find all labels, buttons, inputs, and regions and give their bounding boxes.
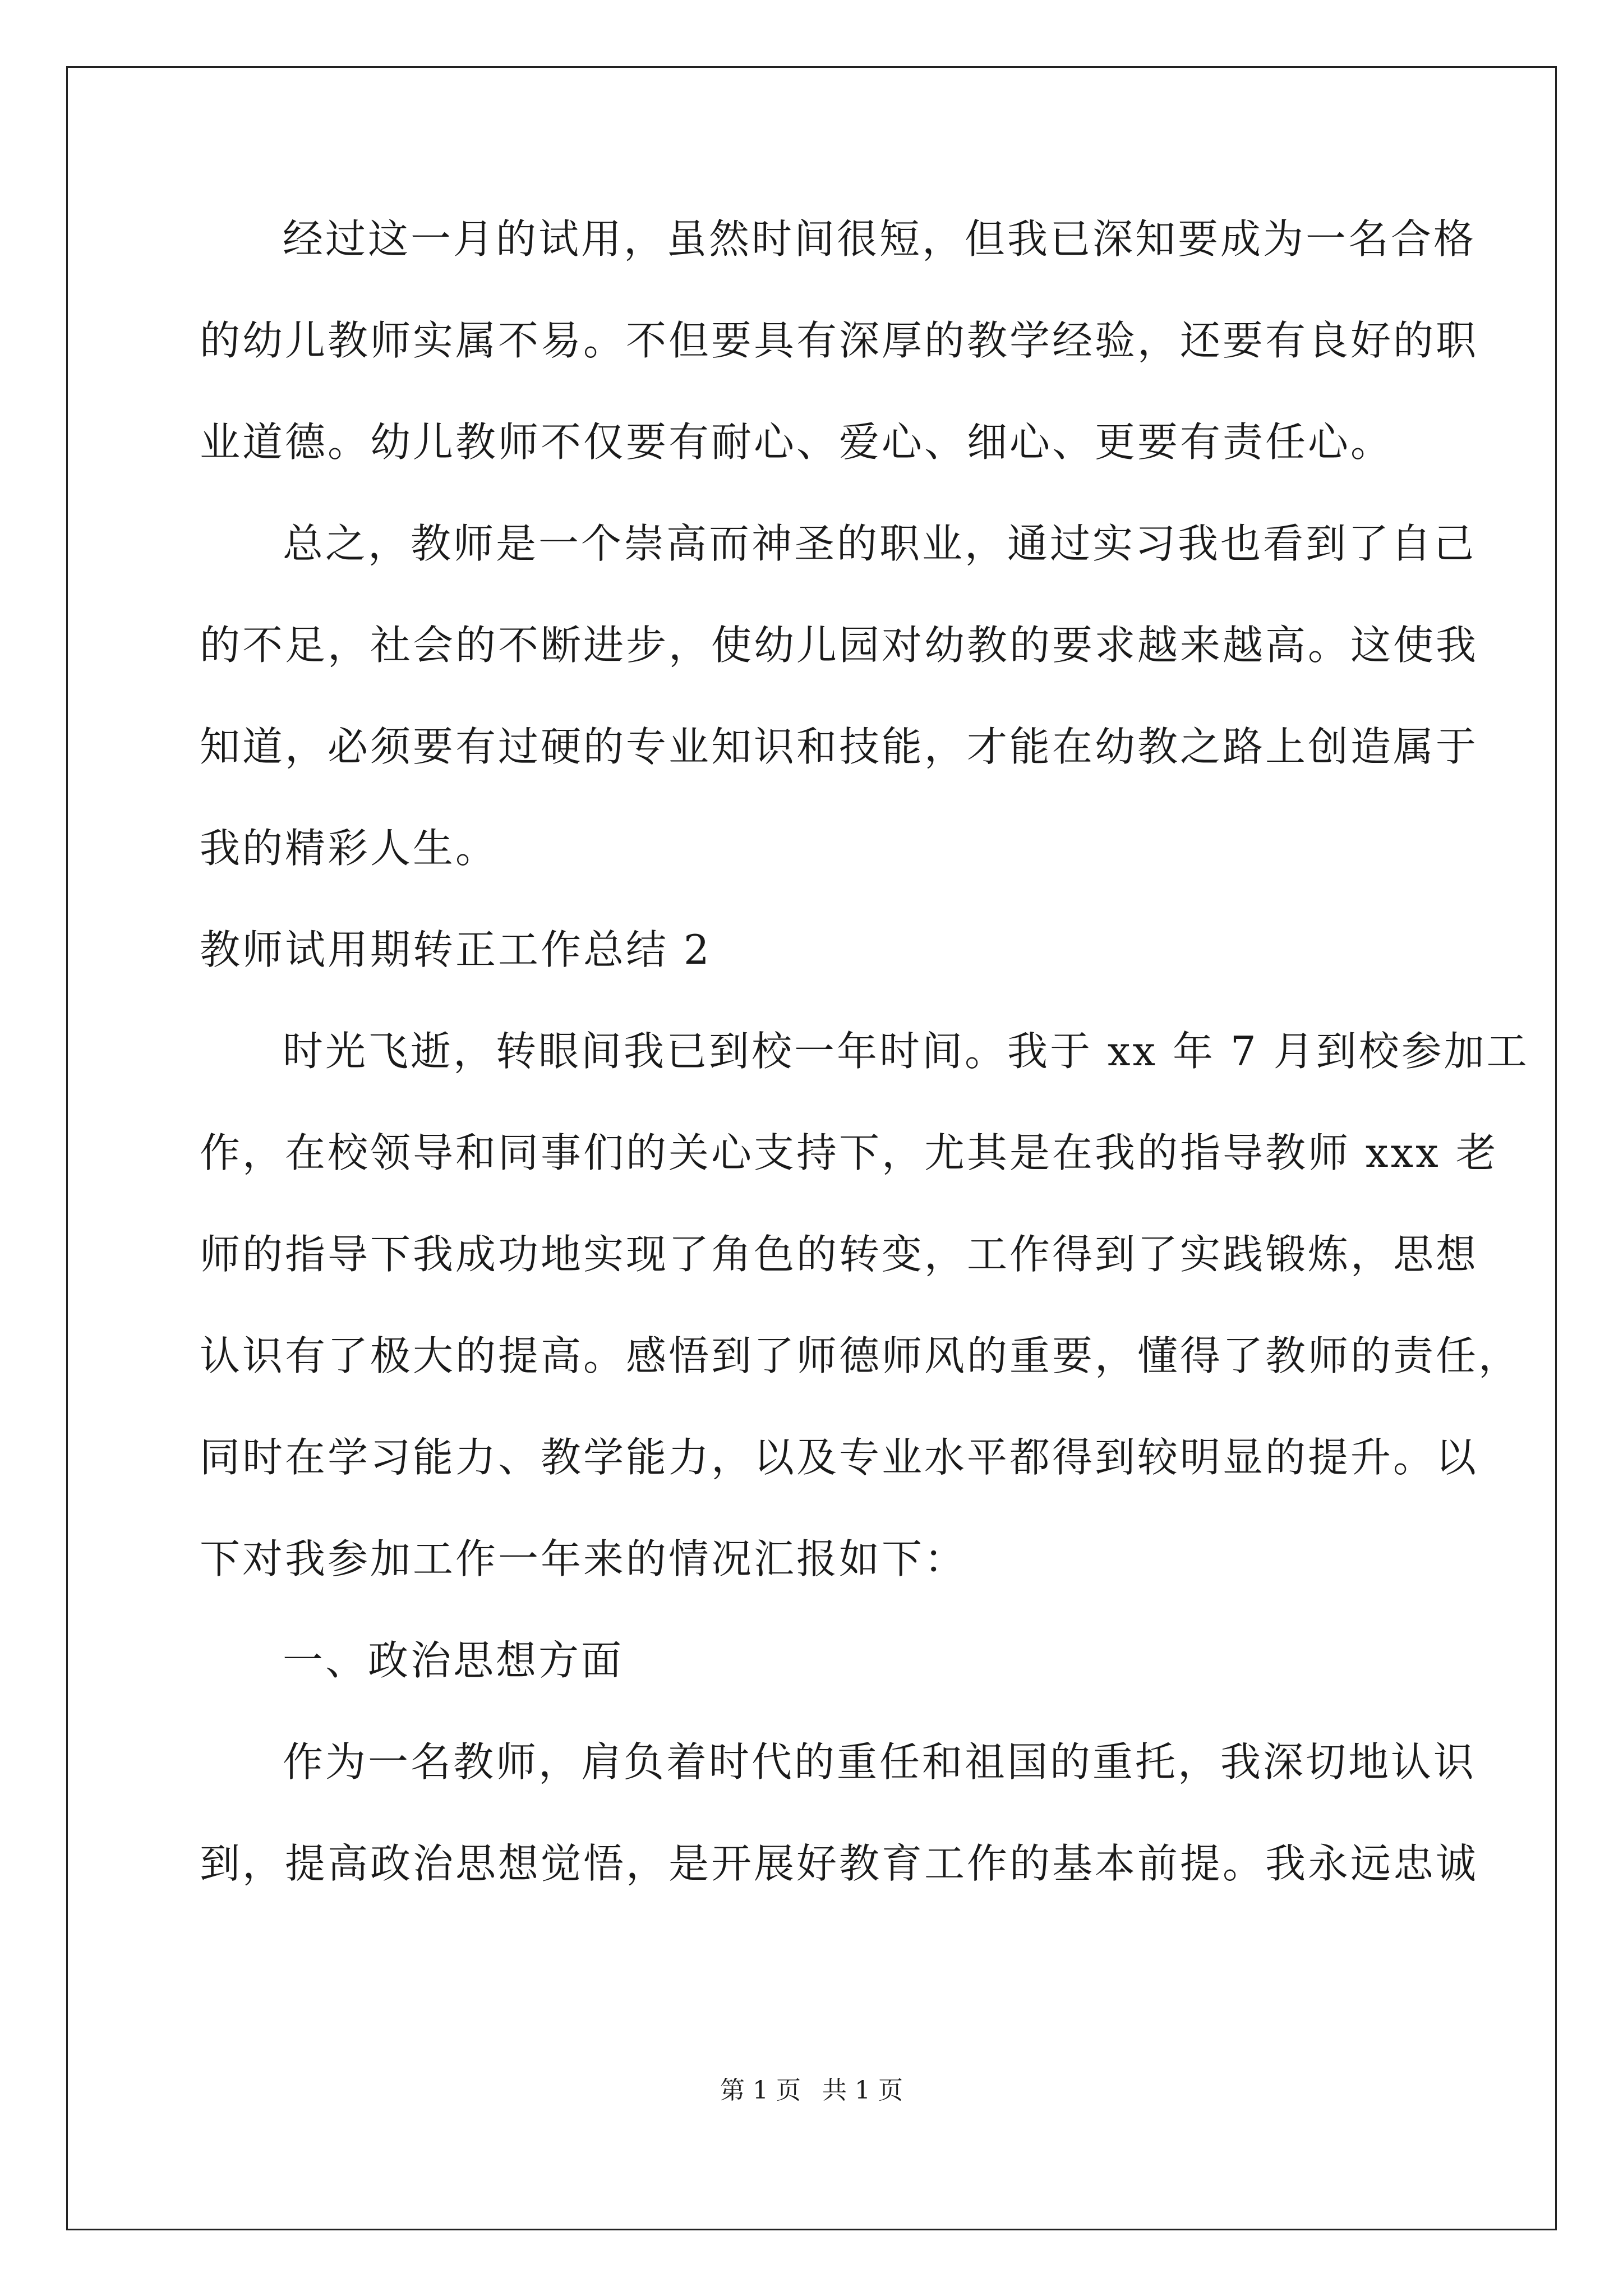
- text-line: 下对我参加工作一年来的情况汇报如下：: [200, 1535, 967, 1582]
- document-body: [200, 215, 1529, 1945]
- text-line: 的不足，社会的不断进步，使幼儿园对幼教的要求越来越高。这使我: [200, 622, 1479, 669]
- page-number-total: 共 1 页: [822, 2076, 903, 2105]
- text-line: 同时在学习能力、教学能力，以及专业水平都得到较明显的提升。以: [200, 1434, 1479, 1481]
- text-line: 总之，教师是一个崇高而神圣的职业，通过实习我也看到了自己: [283, 520, 1477, 567]
- text-line: 到，提高政治思想觉悟，是开展好教育工作的基本前提。我永远忠诚: [200, 1840, 1479, 1887]
- text-line: 师的指导下我成功地实现了角色的转变，工作得到了实践锻炼，思想: [200, 1231, 1479, 1278]
- text-line: 时光飞逝，转眼间我已到校一年时间。我于 xx 年 7 月到校参加工: [283, 1028, 1529, 1075]
- page-footer: [0, 2078, 1623, 2103]
- text-line: 我的精彩人生。: [200, 825, 499, 872]
- text-line: 经过这一月的试用，虽然时间很短，但我已深知要成为一名合格: [283, 215, 1477, 263]
- text-line: 认识有了极大的提高。感悟到了师德师风的重要，懂得了教师的责任，: [200, 1332, 1521, 1379]
- text-line: 知道，必须要有过硬的专业知识和技能，才能在幼教之路上创造属于: [200, 723, 1479, 770]
- text-line: 的幼儿教师实属不易。不但要具有深厚的教学经验，还要有良好的职: [200, 317, 1479, 364]
- page-number-current: 第 1 页: [720, 2076, 801, 2105]
- section-heading: 教师试用期转正工作总结 2: [200, 926, 712, 973]
- text-line: 作，在校领导和同事们的关心支持下，尤其是在我的指导教师 xxx 老: [200, 1129, 1498, 1176]
- subsection-heading: 一、政治思想方面: [283, 1637, 624, 1684]
- text-line: 业道德。幼儿教师不仅要有耐心、爱心、细心、更要有责任心。: [200, 418, 1394, 466]
- text-line: 作为一名教师，肩负着时代的重任和祖国的重托，我深切地认识: [283, 1738, 1477, 1786]
